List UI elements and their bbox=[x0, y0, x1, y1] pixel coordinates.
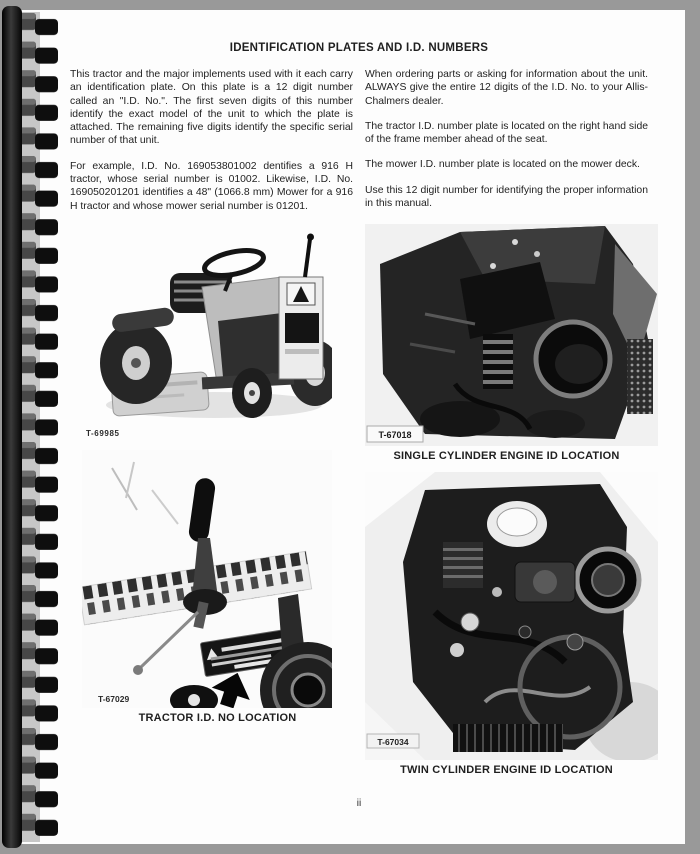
tractor-id-photo bbox=[82, 450, 332, 708]
paragraph: The tractor I.D. number plate is located on the right hand side of the frame member ahead of the seat. bbox=[365, 120, 648, 146]
page-title: IDENTIFICATION PLATES AND I.D. NUMBERS bbox=[229, 42, 489, 54]
left-column bbox=[70, 68, 353, 724]
paragraph: The mower I.D. number plate is located on the mower deck. bbox=[365, 159, 640, 171]
photo-ref-label: T-67029 bbox=[98, 693, 130, 704]
figure-caption: TRACTOR I.D. NO LOCATION bbox=[138, 711, 297, 724]
page-content bbox=[70, 32, 648, 809]
comb-binding bbox=[2, 6, 64, 848]
tractor-photo bbox=[82, 225, 332, 427]
figure-tractor-id bbox=[82, 450, 353, 724]
single-cylinder-engine-photo bbox=[365, 224, 658, 446]
figure-caption: TWIN CYLINDER ENGINE ID LOCATION bbox=[400, 764, 613, 777]
cooling-fins bbox=[483, 334, 513, 389]
paragraph: Use this 12 digit number for identifying the proper information in this manual. bbox=[365, 184, 648, 210]
figure-tractor-overview bbox=[82, 225, 353, 438]
photo-ref-label: T-69985 bbox=[86, 428, 120, 438]
twin-cylinder-engine-photo bbox=[365, 472, 658, 760]
figure-single-cylinder bbox=[365, 224, 648, 462]
paragraph: When ordering parts or asking for information about the unit. ALWAYS give the entire 12 digits of the I.D. No. to your Allis-Chalmers dealer. bbox=[365, 69, 648, 107]
photo-ref-label: T-67018 bbox=[378, 430, 412, 441]
page-number: ii bbox=[356, 798, 362, 810]
photo-ref-label: T-67034 bbox=[377, 737, 409, 748]
paragraph: This tractor and the major implements used with it each carry an identification plate. On this plate is a 12 digit number called an "I.D. No.". The first seven digits of this number identify the exact model of the unit to which the plate is attached. The remaining five digits identify the specific serial number of that unit. bbox=[70, 69, 353, 147]
cylinder-fins bbox=[443, 542, 483, 588]
figure-caption: SINGLE CYLINDER ENGINE ID LOCATION bbox=[393, 450, 620, 463]
figure-twin-cylinder bbox=[365, 472, 648, 776]
right-column bbox=[365, 68, 648, 776]
paragraph: For example, I.D. No. 169053801002 dentifies a 916 H tractor, whose serial number is 01002. Likewise, I.D. No. 169050201201 identifies a 48" (1066.8 mm) Mower for a 916 H tractor and whose mower serial number is 01201. bbox=[70, 160, 353, 212]
manual-page bbox=[8, 10, 685, 844]
two-column-layout bbox=[70, 68, 648, 776]
